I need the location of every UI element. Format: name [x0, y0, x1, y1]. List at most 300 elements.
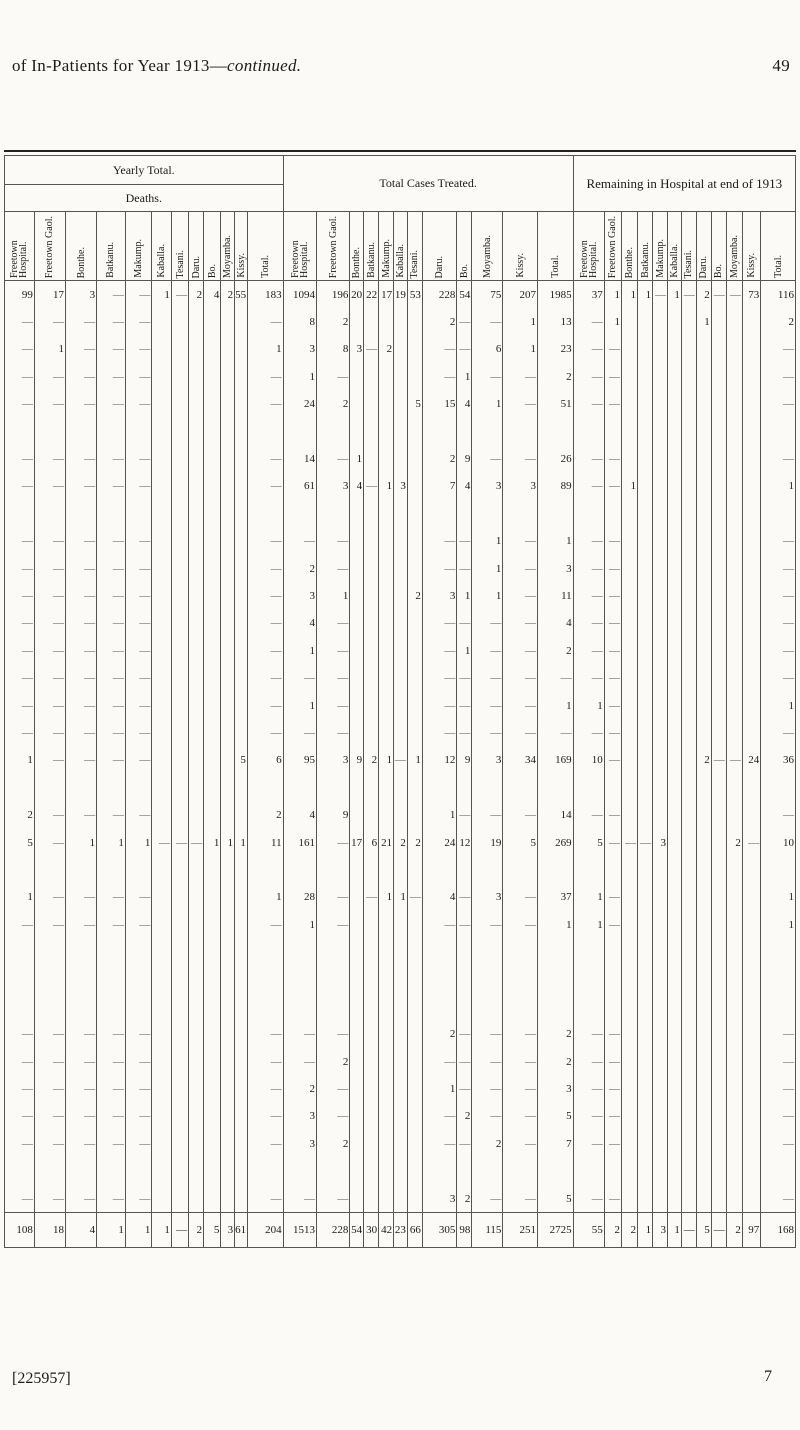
table-cell [422, 1158, 457, 1185]
table-cell [221, 473, 235, 500]
table-cell [235, 1158, 248, 1185]
remaining-heading: Remaining in Hospital at end of 1913 [573, 156, 795, 212]
table-cell [726, 445, 742, 472]
table-cell: — [125, 610, 151, 637]
table-cell [350, 692, 364, 719]
table-cell [350, 938, 364, 965]
table-cell: — [97, 719, 126, 746]
table-cell [711, 1130, 726, 1157]
table-cell [350, 308, 364, 335]
table-cell: — [171, 829, 188, 856]
table-cell: — [503, 801, 538, 828]
table-cell: — [604, 801, 621, 828]
running-header-left [12, 56, 301, 76]
table-cell [235, 528, 248, 555]
column-label: Batkanu. [365, 242, 377, 278]
total-cell: 66 [407, 1213, 422, 1248]
table-cell: 3 [537, 555, 573, 582]
table-cell [171, 966, 188, 993]
table-cell [189, 993, 204, 1020]
table-cell [696, 1103, 711, 1130]
table-cell: — [66, 801, 97, 828]
table-cell [537, 500, 573, 527]
table-cell [221, 856, 235, 883]
column-label: Kaballa. [394, 244, 406, 278]
table-cell [742, 1158, 760, 1185]
table-cell: 1 [283, 692, 316, 719]
table-cell [125, 993, 151, 1020]
table-cell [742, 664, 760, 691]
table-cell: — [457, 1021, 472, 1048]
table-cell: — [573, 801, 604, 828]
table-cell [350, 993, 364, 1020]
table-cell [364, 1103, 379, 1130]
table-cell: — [125, 1021, 151, 1048]
table-cell [152, 966, 172, 993]
table-cell [726, 418, 742, 445]
table-cell [204, 1048, 221, 1075]
table-cell: 1 [761, 473, 796, 500]
table-cell [638, 610, 653, 637]
table-cell: 3 [537, 1075, 573, 1102]
table-cell [711, 856, 726, 883]
table-cell [379, 1048, 394, 1075]
table-cell [379, 856, 394, 883]
table-cell: — [316, 719, 349, 746]
table-cell: — [573, 664, 604, 691]
table-cell [350, 1021, 364, 1048]
table-cell [573, 1158, 604, 1185]
table-cell [638, 1130, 653, 1157]
table-cell [653, 856, 668, 883]
table-cell [622, 610, 638, 637]
table-cell [622, 500, 638, 527]
table-cell [152, 938, 172, 965]
print-reference: [225957] [12, 1370, 71, 1387]
total-cell: 305 [422, 1213, 457, 1248]
table-cell [668, 938, 682, 965]
table-cell [283, 500, 316, 527]
table-cell: — [761, 391, 796, 418]
table-cell [726, 993, 742, 1020]
table-cell [247, 966, 283, 993]
table-cell [379, 391, 394, 418]
table-cell: 161 [283, 829, 316, 856]
table-cell [394, 1158, 408, 1185]
table-cell [235, 637, 248, 664]
table-cell [604, 966, 621, 993]
table-cell: 2 [472, 1130, 503, 1157]
total-cases-heading: Total Cases Treated. [283, 156, 573, 212]
table-cell [152, 774, 172, 801]
table-cell [472, 993, 503, 1020]
table-cell [622, 582, 638, 609]
table-cell [350, 1103, 364, 1130]
table-cell: 12 [422, 747, 457, 774]
table-cell: 1 [761, 692, 796, 719]
total-cases-col-3 [364, 212, 379, 281]
table-cell [66, 774, 97, 801]
table-cell [653, 1021, 668, 1048]
table-cell [638, 391, 653, 418]
table-cell [638, 774, 653, 801]
table-cell: 1 [622, 281, 638, 309]
table-cell: — [761, 664, 796, 691]
table-cell [653, 1048, 668, 1075]
table-cell: — [573, 610, 604, 637]
table-cell: — [761, 336, 796, 363]
table-cell [668, 500, 682, 527]
deaths-col-4 [125, 212, 151, 281]
table-cell [364, 528, 379, 555]
table-cell: — [125, 582, 151, 609]
table-cell: 1 [422, 1075, 457, 1102]
column-label: Moyamba. [481, 234, 493, 278]
table-cell: 269 [537, 829, 573, 856]
table-cell: 28 [283, 884, 316, 911]
table-cell [283, 938, 316, 965]
table-cell [152, 637, 172, 664]
table-cell [97, 966, 126, 993]
table-row [5, 692, 796, 719]
table-cell [457, 966, 472, 993]
table-cell: 2 [422, 445, 457, 472]
column-label: Kissy. [235, 253, 247, 278]
table-cell [668, 418, 682, 445]
column-label: Bo. [458, 263, 470, 278]
table-cell [407, 1103, 422, 1130]
table-cell [696, 1075, 711, 1102]
remaining-col-10 [742, 212, 760, 281]
table-cell: — [422, 1048, 457, 1075]
table-cell: 1 [247, 336, 283, 363]
table-cell [537, 418, 573, 445]
table-cell [152, 719, 172, 746]
table-cell [125, 966, 151, 993]
table-cell [711, 966, 726, 993]
table-cell [407, 1130, 422, 1157]
table-cell: 5 [407, 391, 422, 418]
table-cell [171, 801, 188, 828]
table-cell: 1 [379, 884, 394, 911]
column-label: Total. [549, 255, 561, 278]
table-cell [204, 692, 221, 719]
total-cell: 2 [622, 1213, 638, 1248]
table-cell: 5 [503, 829, 538, 856]
table-cell [152, 445, 172, 472]
table-cell: 2 [696, 747, 711, 774]
table-cell: 1 [472, 391, 503, 418]
total-cell: 2 [726, 1213, 742, 1248]
table-cell: — [604, 528, 621, 555]
table-cell [653, 500, 668, 527]
table-cell [726, 1103, 742, 1130]
table-cell [364, 801, 379, 828]
table-cell: — [5, 1021, 35, 1048]
table-cell: — [66, 1130, 97, 1157]
table-cell [125, 856, 151, 883]
table-cell [638, 719, 653, 746]
table-cell [394, 500, 408, 527]
column-label: Makump. [133, 239, 145, 278]
table-cell: — [364, 884, 379, 911]
table-cell [622, 1075, 638, 1102]
table-cell: — [247, 1130, 283, 1157]
table-cell: — [97, 911, 126, 938]
column-label: Freetown Gaol. [44, 215, 56, 278]
table-cell [726, 1185, 742, 1213]
table-cell [204, 1075, 221, 1102]
table-body [5, 281, 796, 1248]
table-cell: — [472, 1185, 503, 1213]
table-cell: 1 [503, 336, 538, 363]
table-cell: — [283, 1185, 316, 1213]
table-cell: 116 [761, 281, 796, 309]
table-cell: — [457, 801, 472, 828]
table-cell: — [472, 719, 503, 746]
table-cell [681, 1185, 696, 1213]
table-cell [742, 445, 760, 472]
table-cell: — [472, 1103, 503, 1130]
table-cell: — [97, 555, 126, 582]
total-cell: 23 [394, 1213, 408, 1248]
table-cell: — [34, 1048, 65, 1075]
total-cell: — [681, 1213, 696, 1248]
table-cell [681, 363, 696, 390]
table-cell: 2 [537, 1021, 573, 1048]
page-number: 49 [772, 56, 790, 75]
table-cell [407, 528, 422, 555]
table-cell [283, 1158, 316, 1185]
table-cell: — [97, 1130, 126, 1157]
table-cell [235, 801, 248, 828]
table-cell [364, 664, 379, 691]
table-cell [681, 1075, 696, 1102]
table-cell: — [125, 528, 151, 555]
table-cell [379, 308, 394, 335]
column-label: Makump. [380, 239, 392, 278]
table-cell: — [247, 719, 283, 746]
table-cell: — [66, 1048, 97, 1075]
table-cell [394, 938, 408, 965]
table-cell [152, 363, 172, 390]
table-cell [350, 363, 364, 390]
table-cell [204, 637, 221, 664]
table-cell [189, 308, 204, 335]
table-cell [726, 336, 742, 363]
table-cell: — [472, 801, 503, 828]
table-cell: — [422, 528, 457, 555]
table-cell: — [97, 1048, 126, 1075]
table-cell [235, 1021, 248, 1048]
table-cell: — [604, 336, 621, 363]
table-cell: — [125, 555, 151, 582]
table-cell: — [34, 801, 65, 828]
table-cell: — [34, 664, 65, 691]
table-cell: — [247, 911, 283, 938]
table-cell [171, 308, 188, 335]
table-cell [681, 829, 696, 856]
table-cell [604, 774, 621, 801]
table-cell [681, 747, 696, 774]
table-cell [235, 664, 248, 691]
table-cell: — [97, 528, 126, 555]
table-cell [221, 938, 235, 965]
table-cell [189, 856, 204, 883]
table-cell: 9 [316, 801, 349, 828]
table-cell [457, 1158, 472, 1185]
table-cell [171, 719, 188, 746]
table-row [5, 610, 796, 637]
column-label: Batkanu. [105, 242, 117, 278]
table-cell [189, 747, 204, 774]
deaths-heading: Deaths. [5, 185, 284, 212]
table-cell: 1 [66, 829, 97, 856]
table-cell: — [742, 829, 760, 856]
column-label: Freetown Hospital. [9, 240, 30, 278]
table-row [5, 774, 796, 801]
table-cell: 37 [537, 884, 573, 911]
table-cell [364, 1075, 379, 1102]
table-cell [696, 500, 711, 527]
table-cell [152, 1130, 172, 1157]
table-cell [364, 555, 379, 582]
total-cases-col-10 [503, 212, 538, 281]
table-cell [171, 938, 188, 965]
table-row [5, 884, 796, 911]
table-cell [696, 774, 711, 801]
table-cell: — [97, 582, 126, 609]
remaining-col-6 [681, 212, 696, 281]
table-cell: 3 [422, 582, 457, 609]
table-cell [189, 719, 204, 746]
table-cell [726, 1075, 742, 1102]
table-cell [726, 637, 742, 664]
table-cell [681, 911, 696, 938]
table-cell [316, 966, 349, 993]
total-cases-col-7 [422, 212, 457, 281]
table-cell [221, 1048, 235, 1075]
table-cell: — [5, 391, 35, 418]
table-cell: — [5, 1048, 35, 1075]
table-cell [316, 1158, 349, 1185]
table-cell [711, 500, 726, 527]
table-cell: 3 [472, 473, 503, 500]
table-cell [407, 1021, 422, 1048]
table-cell [653, 391, 668, 418]
table-cell: 2 [379, 336, 394, 363]
table-cell [622, 445, 638, 472]
table-cell [221, 528, 235, 555]
table-cell [457, 856, 472, 883]
table-cell: — [503, 664, 538, 691]
table-cell [711, 582, 726, 609]
table-cell [407, 1158, 422, 1185]
table-cell [622, 993, 638, 1020]
table-cell [394, 966, 408, 993]
table-cell [394, 418, 408, 445]
table-cell: — [316, 829, 349, 856]
table-cell [189, 664, 204, 691]
table-cell [221, 1185, 235, 1213]
table-cell [204, 610, 221, 637]
table-cell: 1 [696, 308, 711, 335]
table-cell [638, 555, 653, 582]
table-cell: — [247, 391, 283, 418]
table-cell: — [97, 1075, 126, 1102]
table-cell [668, 884, 682, 911]
table-cell [379, 528, 394, 555]
table-cell [653, 692, 668, 719]
total-cases-col-1 [316, 212, 349, 281]
table-cell [622, 856, 638, 883]
table-cell [742, 363, 760, 390]
table-cell: 8 [316, 336, 349, 363]
table-cell: — [604, 582, 621, 609]
table-cell [350, 1130, 364, 1157]
remaining-col-11 [761, 212, 796, 281]
table-cell [573, 774, 604, 801]
table-cell: — [5, 637, 35, 664]
table-cell [622, 911, 638, 938]
table-cell [573, 938, 604, 965]
table-cell [681, 582, 696, 609]
table-cell: — [247, 308, 283, 335]
table-cell: 53 [407, 281, 422, 309]
table-cell: 1 [638, 281, 653, 309]
table-row [5, 1075, 796, 1102]
table-cell [472, 1158, 503, 1185]
table-cell: 2 [537, 1048, 573, 1075]
table-cell: — [503, 445, 538, 472]
table-cell [726, 692, 742, 719]
table-cell: — [472, 1075, 503, 1102]
table-cell: — [247, 610, 283, 637]
table-cell [394, 1130, 408, 1157]
total-cell: 228 [316, 1213, 349, 1248]
table-cell [204, 418, 221, 445]
table-cell [422, 418, 457, 445]
table-cell: — [472, 363, 503, 390]
total-cell: 42 [379, 1213, 394, 1248]
table-cell: — [34, 692, 65, 719]
table-cell [681, 500, 696, 527]
table-cell: — [681, 281, 696, 309]
table-cell: 19 [472, 829, 503, 856]
column-label: Freetown Hospital. [289, 240, 310, 278]
total-cell: 1513 [283, 1213, 316, 1248]
total-cell: 55 [573, 1213, 604, 1248]
table-cell [204, 938, 221, 965]
table-cell: — [472, 610, 503, 637]
table-cell: 5 [235, 747, 248, 774]
table-row [5, 555, 796, 582]
table-cell: — [422, 1130, 457, 1157]
table-cell [97, 993, 126, 1020]
table-cell [726, 1130, 742, 1157]
table-cell: 7 [537, 1130, 573, 1157]
table-cell: — [573, 1130, 604, 1157]
in-patients-table [4, 155, 796, 1248]
table-cell [34, 500, 65, 527]
table-cell: — [422, 363, 457, 390]
table-cell [726, 1158, 742, 1185]
table-row [5, 582, 796, 609]
table-cell [204, 1103, 221, 1130]
table-cell: — [97, 363, 126, 390]
table-cell [696, 473, 711, 500]
table-cell: — [604, 911, 621, 938]
